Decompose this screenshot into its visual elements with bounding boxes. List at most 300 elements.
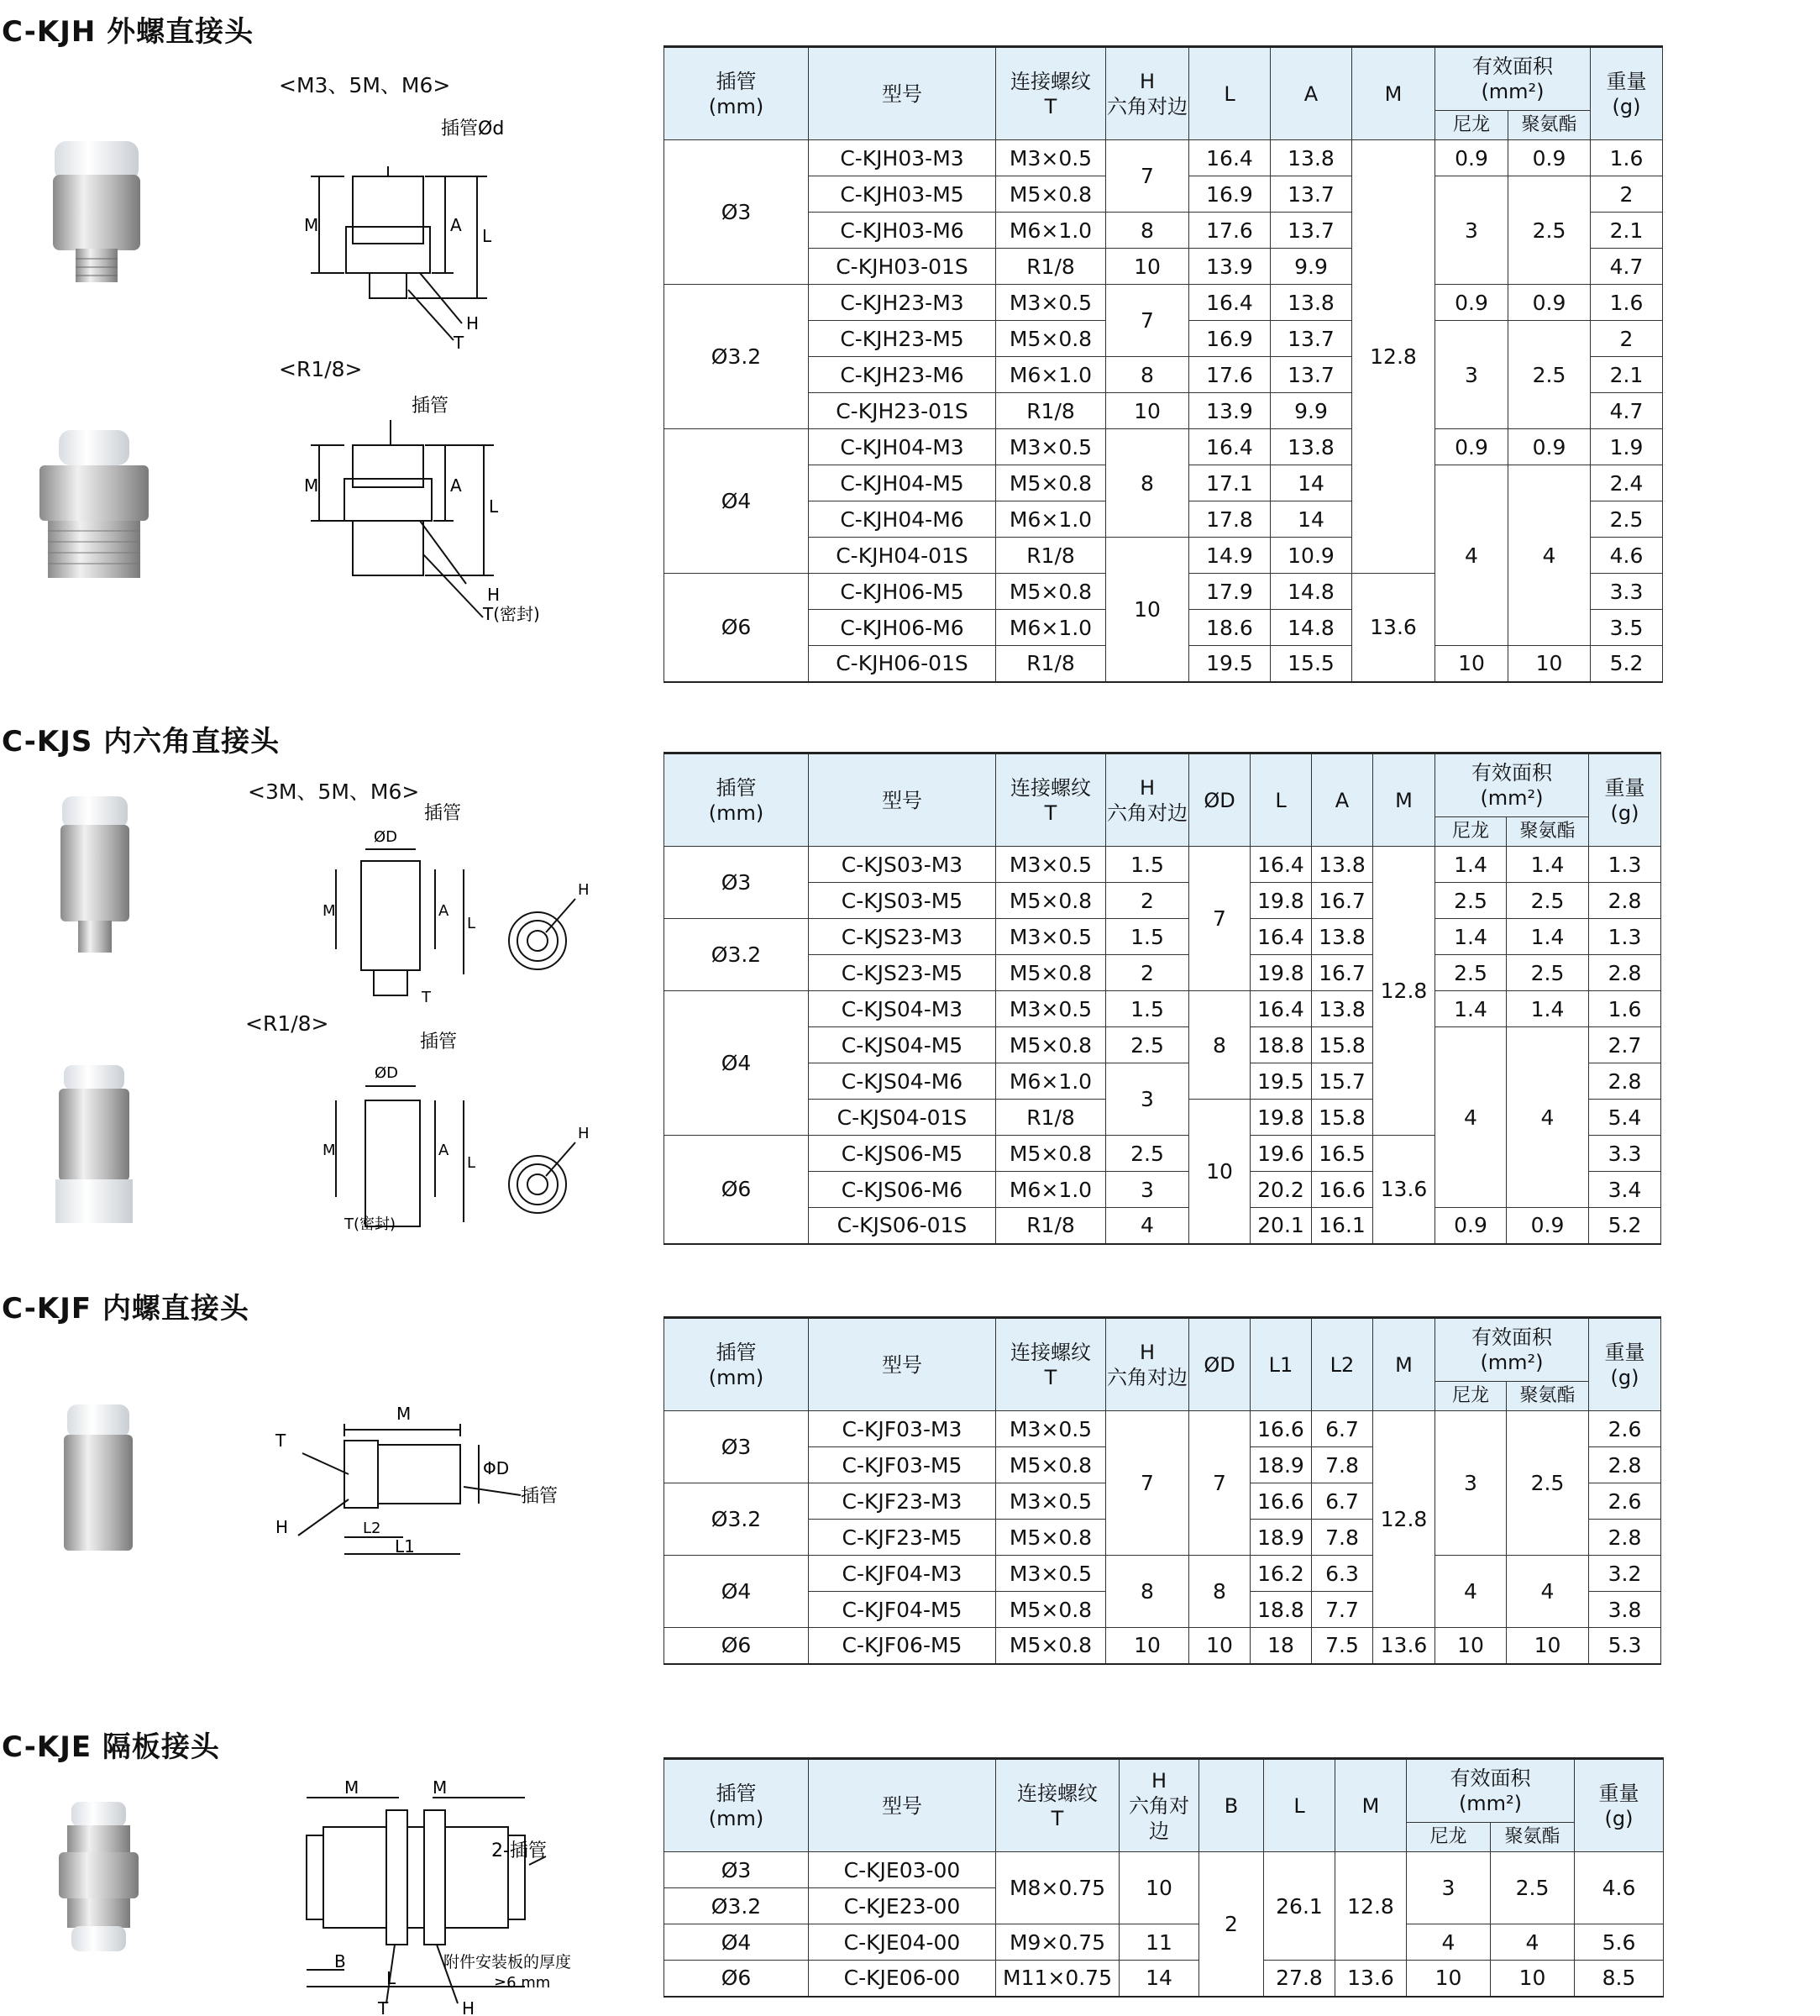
table-cell: 18.9 [1251, 1520, 1312, 1556]
table-cell: 1.3 [1589, 847, 1661, 883]
table-cell: 7.5 [1312, 1628, 1373, 1664]
table-cell: 12.8 [1373, 1411, 1435, 1628]
dim-label-h-kjs-2: H [578, 1125, 590, 1142]
col-head-l1: L1 [1251, 1318, 1312, 1411]
dim-label-a-kjs-2: A [438, 1142, 449, 1159]
table-cell: 20.2 [1251, 1172, 1312, 1208]
table-cell: 6.3 [1312, 1556, 1373, 1592]
dim-label-l-2: L [489, 496, 499, 517]
table-cell: 2.6 [1589, 1411, 1661, 1447]
cell-thread: M6×1.0 [996, 501, 1106, 538]
table-cell: M5×0.8 [996, 1027, 1106, 1063]
table-cell: 5.6 [1575, 1924, 1664, 1961]
fitting-photo-kje [59, 1802, 139, 1953]
cell-hex: 8 [1106, 357, 1189, 393]
table-cell: 19.8 [1251, 883, 1312, 919]
cell-model: C-KJH03-M5 [809, 176, 996, 213]
col-head-nylon: 尼龙 [1435, 111, 1508, 140]
table-cell: 1.4 [1507, 991, 1589, 1027]
table-row [664, 1852, 1664, 1888]
fitting-photo-kjs-m [57, 796, 133, 956]
table-cell: 2.5 [1491, 1852, 1575, 1924]
cell-nylon: 0.9 [1435, 140, 1508, 176]
col-head-model: 型号 [809, 1318, 996, 1411]
table-cell: 2.6 [1589, 1483, 1661, 1520]
col-head-tube: 插管 (mm) [664, 47, 809, 140]
table-cell: C-KJE23-00 [809, 1888, 996, 1924]
cell-a: 13.7 [1271, 357, 1352, 393]
cell-thread: M5×0.8 [996, 321, 1106, 357]
col-head-area: 有效面积 (mm²) [1435, 1318, 1589, 1382]
cell-model: C-KJH03-01S [809, 249, 996, 285]
table-cell: C-KJE04-00 [809, 1924, 996, 1961]
dim-label-h-2: H [487, 585, 501, 605]
cell-m: 12.8 [1352, 140, 1435, 574]
dimension-drawing-kje [294, 1772, 613, 2016]
col-head-hex: H 六角对边 [1120, 1759, 1199, 1852]
cell-pu: 0.9 [1508, 285, 1591, 321]
table-cell: 4 [1491, 1924, 1575, 1961]
table-cell: 18.8 [1251, 1592, 1312, 1628]
dimension-drawing-kjf [269, 1394, 571, 1562]
table-cell: 2.5 [1507, 1411, 1589, 1556]
col-head-nylon: 尼龙 [1435, 1382, 1507, 1411]
table-cell: 3.3 [1589, 1136, 1661, 1172]
table-cell: 3 [1106, 1063, 1189, 1136]
table-cell: M5×0.8 [996, 955, 1106, 991]
table-cell: 1.4 [1507, 847, 1589, 883]
table-cell: 13.8 [1312, 919, 1373, 955]
cell-pu: 4 [1508, 465, 1591, 646]
dim-label-h-kjf: H [275, 1517, 289, 1537]
dim-label-od-kjs: ØD [374, 828, 398, 846]
cell-thread: M5×0.8 [996, 176, 1106, 213]
col-head-l: L [1264, 1759, 1335, 1852]
table-cell: M3×0.5 [996, 1411, 1106, 1447]
cell-nylon: 0.9 [1435, 429, 1508, 465]
table-cell: 1.4 [1435, 847, 1507, 883]
table-cell: 16.6 [1251, 1483, 1312, 1520]
col-head-model: 型号 [809, 1759, 996, 1852]
table-cell: 1.3 [1589, 919, 1661, 955]
cell-model: C-KJH04-M5 [809, 465, 996, 501]
dim-label-h-kje: H [462, 1998, 475, 2016]
col-head-hex: H 六角对边 [1106, 47, 1189, 140]
dim-label-od-kjs-2: ØD [375, 1064, 399, 1082]
table-row [664, 1628, 1661, 1664]
col-head-model: 型号 [809, 753, 996, 847]
table-cell: 13.6 [1335, 1961, 1407, 1997]
fitting-photo-kjh-r [35, 430, 153, 581]
col-head-model: 型号 [809, 47, 996, 140]
cell-hex: 8 [1106, 429, 1189, 538]
col-head-m: M [1373, 1318, 1435, 1411]
cell-nylon: 0.9 [1435, 285, 1508, 321]
cell-a: 9.9 [1271, 393, 1352, 429]
dim-label-l-kjs-2: L [467, 1154, 476, 1172]
table-cell: 4 [1106, 1208, 1189, 1244]
cell-l: 13.9 [1189, 393, 1271, 429]
fitting-photo-kjf [60, 1404, 136, 1551]
table-cell: Ø3.2 [664, 1483, 809, 1556]
table-cell: C-KJS23-M5 [809, 955, 996, 991]
table-cell: 19.6 [1251, 1136, 1312, 1172]
dim-label-tube2-kje: 2-插管 [491, 1840, 547, 1861]
table-cell: 5.4 [1589, 1100, 1661, 1136]
cell-weight: 2 [1591, 321, 1663, 357]
col-head-pu: 聚氨酯 [1507, 817, 1589, 847]
table-cell: M3×0.5 [996, 847, 1106, 883]
table-cell: 5.2 [1589, 1208, 1661, 1244]
table-cell: C-KJS06-M5 [809, 1136, 996, 1172]
cell-hex: 7 [1106, 285, 1189, 357]
table-cell: 2 [1106, 955, 1189, 991]
table-cell: Ø4 [664, 991, 809, 1136]
table-cell: 16.4 [1251, 991, 1312, 1027]
cell-nylon: 3 [1435, 321, 1508, 429]
dimension-drawing-kjs-m [311, 802, 613, 1008]
table-cell: 1.5 [1106, 919, 1189, 955]
table-cell: 16.7 [1312, 883, 1373, 919]
cell-thread: M3×0.5 [996, 140, 1106, 176]
table-cell: 20.1 [1251, 1208, 1312, 1244]
cell-weight: 3.3 [1591, 574, 1663, 610]
table-cell: 16.1 [1312, 1208, 1373, 1244]
cell-thread: M6×1.0 [996, 357, 1106, 393]
table-cell: M5×0.8 [996, 883, 1106, 919]
table-cell: 2 [1106, 883, 1189, 919]
col-head-weight: 重量 (g) [1589, 753, 1661, 847]
cell-hex: 7 [1106, 140, 1189, 213]
dim-label-l-kje: L [386, 1968, 396, 1988]
table-row [664, 1556, 1661, 1592]
table-cell: 2.5 [1435, 883, 1507, 919]
table-cell: 2 [1199, 1852, 1264, 1997]
table-cell: 6.7 [1312, 1483, 1373, 1520]
table-cell: 10 [1189, 1100, 1251, 1244]
dim-label-m-kje-1: M [344, 1777, 359, 1798]
cell-a: 13.7 [1271, 176, 1352, 213]
col-head-od: ØD [1189, 753, 1251, 847]
table-cell: 2.8 [1589, 955, 1661, 991]
variant-label-kjs-1: <3M、5M、M6> [248, 780, 420, 804]
cell-weight: 4.7 [1591, 249, 1663, 285]
table-cell: C-KJS04-M6 [809, 1063, 996, 1100]
cell-m: 13.6 [1352, 574, 1435, 682]
table-cell: 6.7 [1312, 1411, 1373, 1447]
table-cell: 13.8 [1312, 991, 1373, 1027]
cell-tube: Ø3 [664, 140, 809, 285]
cell-model: C-KJH03-M3 [809, 140, 996, 176]
table-cell: 2.5 [1106, 1027, 1189, 1063]
cell-weight: 3.5 [1591, 610, 1663, 646]
table-cell: 3.2 [1589, 1556, 1661, 1592]
table-cell: 2.8 [1589, 883, 1661, 919]
table-cell: 16.6 [1312, 1172, 1373, 1208]
cell-l: 17.6 [1189, 213, 1271, 249]
dim-label-tube: 插管 [412, 396, 449, 417]
table-cell: 16.7 [1312, 955, 1373, 991]
cell-weight: 2.1 [1591, 357, 1663, 393]
cell-weight: 1.9 [1591, 429, 1663, 465]
cell-thread: M6×1.0 [996, 610, 1106, 646]
table-cell: Ø6 [664, 1136, 809, 1244]
dim-label-tube-kjs: 插管 [424, 803, 462, 824]
cell-l: 14.9 [1189, 538, 1271, 574]
table-cell: M6×1.0 [996, 1063, 1106, 1100]
dimension-drawing-kjh-m [286, 118, 538, 361]
table-cell: 10 [1106, 1628, 1189, 1664]
table-cell: 4 [1507, 1556, 1589, 1628]
cell-a: 14.8 [1271, 610, 1352, 646]
dim-label-t-seal-kjs: T(密封) [344, 1215, 396, 1233]
table-cell: 11 [1120, 1924, 1199, 1961]
col-head-l2: L2 [1312, 1318, 1373, 1411]
col-head-area: 有效面积 (mm²) [1435, 753, 1589, 817]
dim-label-t: T [454, 333, 464, 353]
table-cell: 1.4 [1435, 919, 1507, 955]
table-cell: C-KJF04-M5 [809, 1592, 996, 1628]
dim-label-l-kjs: L [467, 915, 476, 932]
dim-label-tube-kjf: 插管 [521, 1486, 559, 1507]
table-cell: 18.8 [1251, 1027, 1312, 1063]
dimension-drawing-kjs-r [311, 1029, 613, 1235]
cell-weight: 4.6 [1591, 538, 1663, 574]
col-head-l: L [1189, 47, 1271, 140]
cell-model: C-KJH23-M6 [809, 357, 996, 393]
table-row [664, 140, 1663, 176]
dim-label-l2-kjf: L2 [363, 1520, 381, 1537]
section-title-kje: C-KJE 隔板接头 [2, 1730, 220, 1764]
col-head-tube: 插管 (mm) [664, 753, 809, 847]
dim-label-tube-kjs-2: 插管 [420, 1032, 458, 1053]
col-head-area: 有效面积 (mm²) [1407, 1759, 1575, 1823]
table-cell: Ø3.2 [664, 1888, 809, 1924]
cell-thread: R1/8 [996, 646, 1106, 682]
table-cell: M5×0.8 [996, 1136, 1106, 1172]
table-cell: C-KJF23-M5 [809, 1520, 996, 1556]
table-cell: 1.4 [1507, 919, 1589, 955]
cell-weight: 2.5 [1591, 501, 1663, 538]
table-cell: 2.5 [1507, 883, 1589, 919]
table-cell: Ø6 [664, 1628, 809, 1664]
dim-label-plate2-kje: ≥6 mm [494, 1974, 551, 1992]
col-head-tube: 插管 (mm) [664, 1318, 809, 1411]
col-head-m: M [1352, 47, 1435, 140]
fitting-photo-kjh-m [46, 141, 147, 288]
table-cell: 13.6 [1373, 1628, 1435, 1664]
cell-l: 16.4 [1189, 429, 1271, 465]
table-cell: R1/8 [996, 1100, 1106, 1136]
table-cell: C-KJS06-01S [809, 1208, 996, 1244]
table-cell: 0.9 [1435, 1208, 1507, 1244]
cell-l: 17.1 [1189, 465, 1271, 501]
col-head-thread: 连接螺纹 T [996, 1759, 1120, 1852]
col-head-l: L [1251, 753, 1312, 847]
cell-l: 18.6 [1189, 610, 1271, 646]
spec-table-kjf [663, 1316, 1661, 1665]
cell-model: C-KJH23-M3 [809, 285, 996, 321]
table-cell: 10 [1189, 1628, 1251, 1664]
table-cell: C-KJS06-M6 [809, 1172, 996, 1208]
dim-label-plate-kje: 附件安装板的厚度 [443, 1953, 572, 1971]
table-cell: M5×0.8 [996, 1447, 1106, 1483]
dim-label-t-kjf: T [275, 1431, 286, 1451]
table-cell: 18 [1251, 1628, 1312, 1664]
table-cell: 19.5 [1251, 1063, 1312, 1100]
table-cell: 7 [1189, 847, 1251, 991]
cell-model: C-KJH06-M5 [809, 574, 996, 610]
dim-label-l: L [482, 226, 492, 246]
table-cell: 19.8 [1251, 1100, 1312, 1136]
col-head-pu: 聚氨酯 [1491, 1823, 1575, 1852]
table-cell: 8 [1189, 1556, 1251, 1628]
table-cell: 7 [1189, 1411, 1251, 1556]
cell-thread: R1/8 [996, 249, 1106, 285]
table-cell: 27.8 [1264, 1961, 1335, 1997]
cell-hex: 10 [1106, 538, 1189, 682]
table-row [664, 1924, 1664, 1961]
table-cell: 18.9 [1251, 1447, 1312, 1483]
table-cell: C-KJS03-M5 [809, 883, 996, 919]
cell-l: 17.9 [1189, 574, 1271, 610]
table-cell: Ø3.2 [664, 919, 809, 991]
table-cell: 15.7 [1312, 1063, 1373, 1100]
cell-a: 15.5 [1271, 646, 1352, 682]
cell-weight: 2 [1591, 176, 1663, 213]
cell-pu: 10 [1508, 646, 1591, 682]
dim-label-h-kjs: H [578, 881, 590, 899]
dim-label-t-kjs: T [422, 989, 431, 1006]
table-cell: 10 [1120, 1852, 1199, 1924]
cell-weight: 2.1 [1591, 213, 1663, 249]
table-cell: Ø3 [664, 1411, 809, 1483]
table-cell: 4.6 [1575, 1852, 1664, 1924]
table-cell: 12.8 [1335, 1852, 1407, 1961]
table-cell: 13.8 [1312, 847, 1373, 883]
table-cell: 1.5 [1106, 991, 1189, 1027]
table-row [664, 285, 1663, 321]
table-cell: 4 [1435, 1027, 1507, 1208]
table-cell: C-KJF03-M3 [809, 1411, 996, 1447]
table-cell: Ø4 [664, 1924, 809, 1961]
table-cell: 7.8 [1312, 1447, 1373, 1483]
table-cell: 1.4 [1435, 991, 1507, 1027]
section-title-kjs: C-KJS 内六角直接头 [2, 725, 281, 759]
cell-l: 17.6 [1189, 357, 1271, 393]
cell-pu: 2.5 [1508, 321, 1591, 429]
table-cell: 7.8 [1312, 1520, 1373, 1556]
table-cell: 2.8 [1589, 1447, 1661, 1483]
table-cell: 16.5 [1312, 1136, 1373, 1172]
table-cell: C-KJE06-00 [809, 1961, 996, 1997]
table-cell: M5×0.8 [996, 1592, 1106, 1628]
dim-label-a-kjs: A [438, 902, 449, 920]
cell-tube: Ø6 [664, 574, 809, 682]
dim-label-od-kjf: ΦD [483, 1458, 510, 1478]
spec-table-kjh [663, 45, 1663, 683]
dim-label-a-2: A [450, 475, 462, 496]
col-head-thread: 连接螺纹 T [996, 753, 1106, 847]
cell-hex: 10 [1106, 249, 1189, 285]
dim-label-m-kjs-2: M [323, 1142, 336, 1159]
section-title-kjf: C-KJF 内螺直接头 [2, 1292, 249, 1326]
fitting-photo-kjs-r [52, 1065, 136, 1225]
cell-a: 9.9 [1271, 249, 1352, 285]
table-row [664, 1961, 1664, 1997]
table-cell: Ø3 [664, 847, 809, 919]
col-head-thread: 连接螺纹 T [996, 1318, 1106, 1411]
table-cell: C-KJE03-00 [809, 1852, 996, 1888]
table-cell: M3×0.5 [996, 1483, 1106, 1520]
cell-a: 13.7 [1271, 213, 1352, 249]
table-cell: 0.9 [1507, 1208, 1589, 1244]
cell-a: 13.8 [1271, 285, 1352, 321]
table-row [664, 1411, 1661, 1447]
table-row [664, 1027, 1661, 1063]
col-head-nylon: 尼龙 [1407, 1823, 1491, 1852]
cell-l: 13.9 [1189, 249, 1271, 285]
dim-label-b-kje: B [334, 1951, 346, 1971]
table-cell: R1/8 [996, 1208, 1106, 1244]
table-cell: C-KJS03-M3 [809, 847, 996, 883]
cell-nylon: 10 [1435, 646, 1508, 682]
table-cell: 16.6 [1251, 1411, 1312, 1447]
table-row [664, 847, 1661, 883]
table-cell: 7.7 [1312, 1592, 1373, 1628]
col-head-nylon: 尼龙 [1435, 817, 1507, 847]
table-cell: 3 [1106, 1172, 1189, 1208]
table-cell: C-KJF23-M3 [809, 1483, 996, 1520]
table-row [664, 919, 1661, 955]
table-cell: 3 [1435, 1411, 1507, 1556]
spec-table-kjs [663, 752, 1661, 1245]
table-cell: 4 [1407, 1924, 1491, 1961]
table-cell: 14 [1120, 1961, 1199, 1997]
cell-weight: 2.4 [1591, 465, 1663, 501]
dim-label-m: M [304, 215, 319, 235]
col-head-b: B [1199, 1759, 1264, 1852]
dim-label-l1-kjf: L1 [395, 1536, 415, 1557]
table-cell: M3×0.5 [996, 1556, 1106, 1592]
col-head-hex: H 六角对边 [1106, 1318, 1189, 1411]
cell-l: 16.9 [1189, 321, 1271, 357]
table-cell: 8 [1189, 991, 1251, 1100]
col-head-thread: 连接螺纹 T [996, 47, 1106, 140]
dim-label-m-kjf: M [396, 1404, 412, 1424]
table-cell: 16.4 [1251, 847, 1312, 883]
col-head-area: 有效面积 (mm²) [1435, 47, 1591, 111]
cell-model: C-KJH04-M6 [809, 501, 996, 538]
col-head-m: M [1335, 1759, 1407, 1852]
cell-nylon: 3 [1435, 176, 1508, 285]
table-cell: 16.2 [1251, 1556, 1312, 1592]
table-cell: 2.5 [1435, 955, 1507, 991]
cell-a: 13.7 [1271, 321, 1352, 357]
cell-thread: R1/8 [996, 538, 1106, 574]
table-row [664, 955, 1661, 991]
table-cell: Ø3 [664, 1852, 809, 1888]
cell-model: C-KJH03-M6 [809, 213, 996, 249]
cell-pu: 0.9 [1508, 140, 1591, 176]
table-cell: 10 [1491, 1961, 1575, 1997]
cell-a: 10.9 [1271, 538, 1352, 574]
table-cell: C-KJS23-M3 [809, 919, 996, 955]
table-cell: 3.8 [1589, 1592, 1661, 1628]
spec-table-kje [663, 1757, 1664, 1998]
cell-weight: 1.6 [1591, 285, 1663, 321]
cell-l: 17.8 [1189, 501, 1271, 538]
